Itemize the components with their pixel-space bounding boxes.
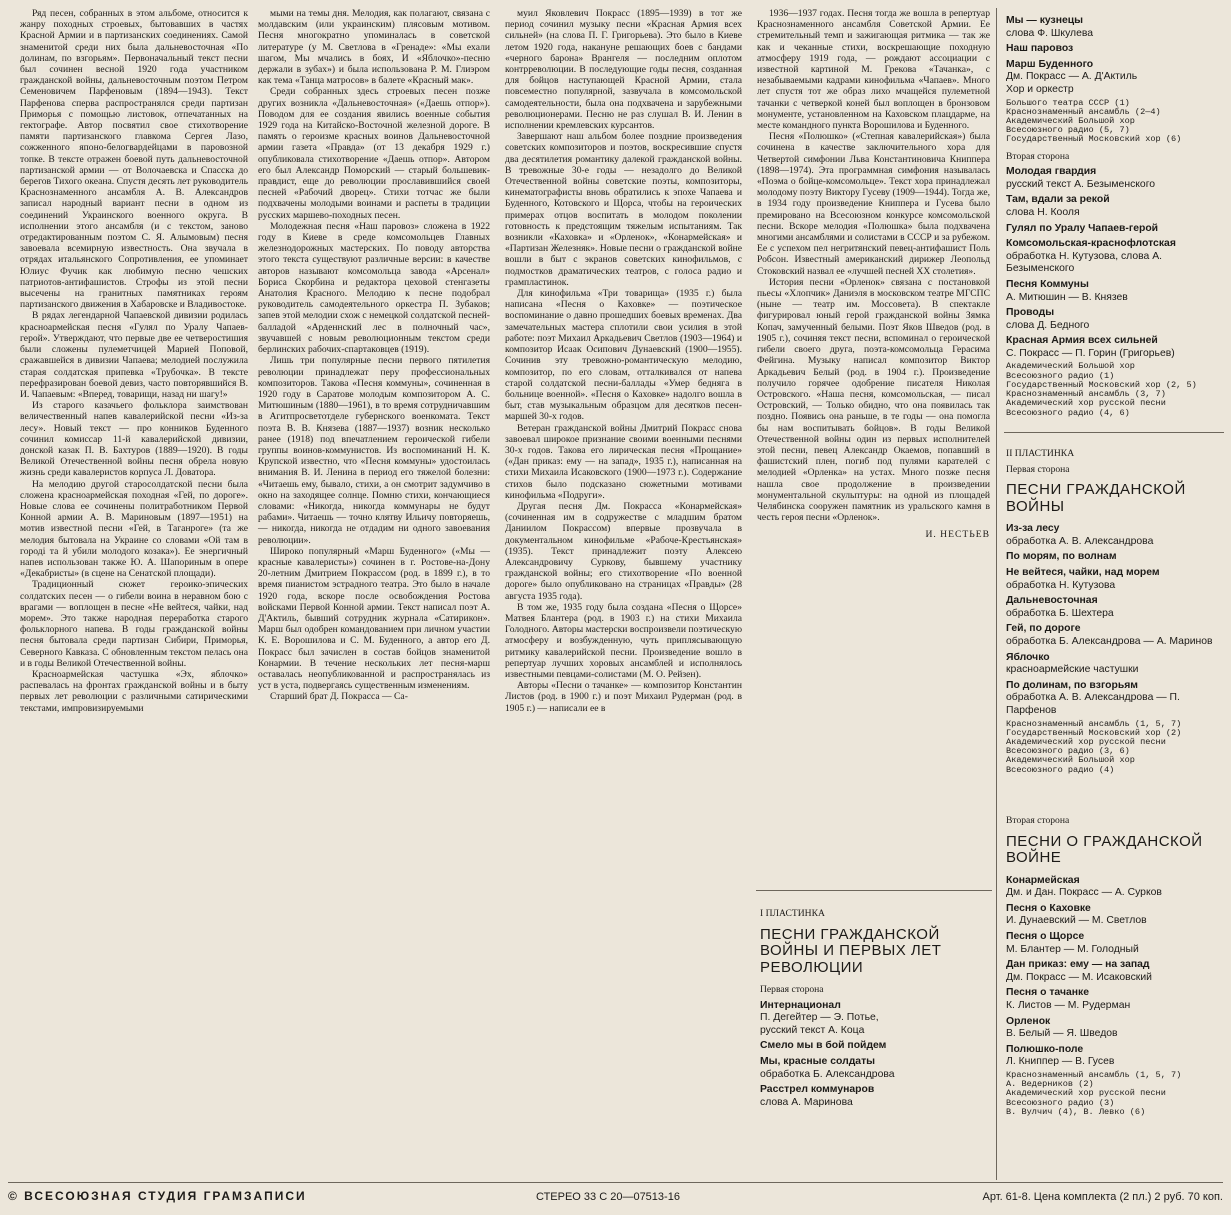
track-credit: Дм. Покрасс — М. Исаковский — [1006, 971, 1152, 983]
disc1-side1-continued — [1006, 12, 1224, 424]
track-title: По морям, по волнам — [1006, 551, 1117, 563]
track-credit: Л. Книппер — В. Гусев — [1006, 1056, 1115, 1068]
essay-paragraph: Среди собранных здесь строевых песен позже других возникла «Дальневосточная» («Даешь отпор»). Поводом для ее создания явились военные события 1929 года на Китайско-Восточной железной дороге. В память о героизме красных воинов Дальневосточной армии газета «Правда» (от 13 декабря 1929 г.) опубликовала стихотворение «Даешь отпор». Автором его был Александр Поморский — старый большевик-правдист, еще до революции прославившийся своей песней «Рабочий дворец». Стихи тотчас же были подхвачены молодыми воинами и распеты в традиции русских маршево-походных песен. — [258, 86, 490, 221]
essay-paragraph: Лишь три популярные песни первого пятилетия революции принадлежат перу профессиональных композиторов. Такова «Песня коммуны», сочиненная в 1920 году в Саратове молодым композитором А. С. Митюшиным (1880—1961), в то время сотрудничавшим в Агитпросветотделе губернского военкомата. Текст поэта В. В. Князева (1887—1937) возник несколько ранее (1918) под впечатлением героической гибели группы воинов-коммунистов. Из воспоминаний Н. К. Крупской известно, что «Песня коммуны» удостоилась внимания В. И. Ленина в период его тяжелой болезни: «Читаешь ему, бывало, стихи, а он смотрит задумчиво в окно на заходящее солнце. Помню стихи, кончающиеся словами: «Никогда, никогда коммунары не будут рабами». Читаешь — точно клятву Ильичу повторяешь, — никогда, никогда не отдадим ни одного завоевания революции». — [258, 355, 490, 546]
track-credit: красноармейские частушки — [1006, 664, 1139, 676]
essay-paragraph: муил Яковлевич Покрасс (1895—1939) в тот же период сочинил музыку песни «Красная Армия всех сильней» (на слова П. Г. Григорьева). Это было в Киеве летом 1920 года, накануне решающих боев с бандами «черного барона» Врангеля — последним оплотом контрреволюции. В последующие годы песня, созданная для бойцов наступающей Красной Армии, стала повсеместно популярной, зазвучала в комсомольской самодеятельности, была она подхвачена и зарубежными революционерами. Песню не раз слушал В. И. Ленин в исполнении кремлевских курсантов. — [505, 8, 742, 132]
track-title: Песня Коммуны — [1006, 278, 1089, 290]
track-credit: слова Н. Кооля — [1006, 206, 1080, 218]
track-title: Комсомольская-краснофлотская — [1006, 238, 1176, 250]
track-credit: слова Ф. Шкулева — [1006, 27, 1094, 39]
essay-paragraph: История песни «Орленок» связана с постановкой пьесы «Хлопчик» Даниэля в московском театре МГСПС (ныне — театр им. Моссовета). В спектакле фигурировал юный герой гражданской войны Зямка Копач, замученный белыми. Поэт Яков Шведов (род. в 1905 г.), сочиняя текст песни, вспоминал о героической гибели своего друга, поэта-комсомольца Герасима Фейгина. Музыку написал композитор Виктор Аркадьевич Белый (род. в 1904 г.). Произведение получило горячее одобрение писателя Николая Островского. «Наша песня, комсомольская, — писал Островский, — Только обидно, что она появилась так поздно. Появись она раньше, в те годы — она помогла бы нам воспитывать бойцов». В годы Великой Отечественной войны один из первых исполнителей этой песни, певец Александр Окаемов, попавший в фашистский плен, погиб под пулями карателей с мелодией «Орленка» на устах. Много позже песня нашла свое продолжение в произведении монументальной скульптуры: на одной из площадей Челябинска сооружен памятник из уральского камня в честь героя песни «Орленок». — [757, 276, 990, 524]
track-title: Орленок — [1006, 1015, 1051, 1027]
disc2-side2-title: ПЕСНИ О ГРАЖДАНСКОЙ ВОЙНЕ — [1006, 832, 1203, 867]
track-title: Молодая гвардия — [1006, 166, 1097, 178]
track-credit: обработка Н. Кутузова — [1006, 579, 1116, 591]
disc2-side1 — [1006, 445, 1224, 781]
essay-column-3 — [505, 8, 742, 1180]
essay-paragraph: Завершают наш альбом более поздние произведения советских композиторов и поэтов, воскресившие спустя два десятилетия романтику далекой гражданской войны. В тревожные 30-е годы — незадолго до Великой Отечественной войны советские поэты, композиторы, кинематографисты вновь обратились к эпохе Чапаева и Буденного, Котовского и Щорса, чтобы на героических примерах отцов воспитать в молодом поколении готовность к предстоящим тяжелым испытаниям. Так возникли «Каховка» и «Орленок», «Конармейская» и «Партизан Железняк». Новые песни о гражданской войне вошли в быт с экранов советских кинофильмов, с подмостков драматических театров, с голоса радио и грампластинок. — [505, 131, 742, 288]
footer — [8, 1186, 1223, 1208]
footer-divider — [8, 1182, 1223, 1183]
track-title: Гулял по Уралу Чапаев-герой — [1006, 222, 1159, 234]
track-title: Гей, по дороге — [1006, 623, 1081, 635]
track-title: Мы, красные солдаты — [760, 1056, 876, 1068]
track-title: Песня о Каховке — [1006, 902, 1091, 914]
track-title: Песня о тачанке — [1006, 987, 1090, 999]
track-credit: обработка Б. Александрова — [760, 1068, 895, 1080]
track-credit: И. Дунаевский — М. Светлов — [1006, 915, 1147, 927]
essay-paragraph: Ветеран гражданской войны Дмитрий Покрасс снова завоевал широкое признание своими военными песнями 30-х годов. Такова его лирическая песня «Прощание» («Дан приказ: ему — на запад», 1935 г.), написанная на стихи Михаила Исаковского (1900—1973 г.). Содержание стихов было подсказано сюжетными мотивами кинофильма «Подруги». — [505, 422, 742, 501]
track-credit: обработка Б. Александрова — А. Маринов — [1006, 635, 1213, 647]
disc2-side2 — [1006, 812, 1224, 1123]
essay-paragraph: Другая песня Дм. Покрасса «Конармейская» (сочиненная им в содружестве с младшим братом Даниилом Покрассом) впервые прозвучала в документальном кинофильме «Рабоче-Крестьянская» (1935). Текст принадлежит поэту Алексею Александровичу Суркову, бывшему участнику гражданской войны; его стихотворение «По военной дороге» было опубликовано на страницах «Правды» (28 августа 1935 года). — [505, 500, 742, 602]
essay-paragraph: Красноармейская частушка «Эх, яблочко» распевалась на фронтах гражданской войны и в быту первых лет революции с различными сатирическими текстами, импровизируемыми — [20, 668, 248, 714]
track-title: Интернационал — [760, 999, 841, 1011]
track-title: Яблочко — [1006, 651, 1050, 663]
track-title: Песня о Щорсе — [1006, 930, 1085, 942]
disc1-title: ПЕСНИ ГРАЖДАНСКОЙ ВОЙНЫ И ПЕРВЫХ ЛЕТ РЕВОЛЮЦИИ — [760, 925, 942, 976]
essay-paragraph: Для кинофильма «Три товарища» (1935 г.) была написана «Песня о Каховке» — поэтическое воспоминание о давно прошедших боевых временах. Два замечательных мастера сплотили свои усилия в этой работе: поэт Михаил Аркадьевич Светлов (1903—1964) и композитор Исаак Осипович Дунаевский (1900—1955). Сочинив эту тревожно-романтическую мелодию, композитор, по его словам, отталкивался от напева старой солдатской песни-баллады «Умер бедняга в больнице военной». «Песня о Каховке» надолго вошла в быт, став музыкальным образцом для десятков песен-маршей 30-х годов. — [505, 288, 742, 423]
essay-column-1 — [20, 8, 248, 1180]
track-credit: обработка А. В. Александрова — [1006, 535, 1154, 547]
essay-column-4-body — [757, 8, 990, 523]
track-credit: Хор и оркестр — [1006, 83, 1074, 95]
essay-column-4 — [757, 8, 990, 888]
price-line: Арт. 61-8. Цена комплекта (2 пл.) 2 руб. 70 коп. — [982, 1191, 1223, 1203]
track-title: Конармейская — [1006, 874, 1080, 886]
disc2-label: II ПЛАСТИНКА — [1006, 448, 1075, 459]
track-credit: К. Листов — М. Рудерман — [1006, 999, 1131, 1011]
track-credit: П. Дегейтер — Э. Потье, — [760, 1012, 879, 1024]
track-title: Полюшко-поле — [1006, 1043, 1084, 1055]
track-title: По долинам, по взгорьям — [1006, 679, 1138, 691]
track-title: Наш паровоз — [1006, 43, 1074, 55]
section-divider — [756, 890, 992, 891]
track-credit: С. Покрасс — П. Горин (Григорьев) — [1006, 347, 1175, 359]
essay-paragraph: Авторы «Песни о тачанке» — композитор Константин Листов (род. в 1900 г.) и поэт Михаил Рудерман (род. в 1905 г.) — написали ее в — [505, 680, 742, 714]
essay-paragraph: мыми на темы дня. Мелодия, как полагают, связана с молдавским (или украинским) плясовым мотивом. Песня многократно упоминалась в советской литературе (у М. Светлова в «Гренаде»: «Мы ехали шагом, Мы мчались в боях, И «Яблочко»-песню держали в зубах») и была использована Р. М. Глиэром как тема «Танца матросов» в балете «Красный мак». — [258, 8, 490, 87]
essay-paragraph: Из старого казачьего фольклора заимствован величественный напев кавалерийской песни «Из-за лесу». Новый текст — про конников Буденного сочинил комиссар 11-й кавалерийской дивизии, донской казак П. В. Бахтуров (1889—1920). В годы Великой Отечественной войны песня обрела новую жизнь среди кавалеристов корпуса Л. Доватора. — [20, 400, 248, 479]
track-title: Марш Буденного — [1006, 58, 1094, 70]
track-credit: русский текст А. Коца — [760, 1024, 865, 1036]
essay-paragraph: Традиционный сюжет героико-эпических солдатских песен — о гибели воина в неравном бою с врагами — воплощен в песне «Не вейтеся, чайки, над морем». Это также народная переработка старого фольклорного напева. В годы гражданской войны песня бытовала среди партизан Сибири, Приморья, Северного Кавказа. С обновленным текстом пелась она и в годы Великой Отечественной войны. — [20, 579, 248, 669]
track-credit: М. Блантер — М. Голодный — [1006, 943, 1139, 955]
section-divider — [1004, 432, 1224, 433]
essay-paragraph: В том же, 1935 году была создана «Песня о Щорсе» Матвея Блантера (род. в 1903 г.) на стихи Михаила Голодного. Авторы мастерски воспроизвели поэтическую атмосферу и возбужденную, чуть приплясывающую ритмику кавалерийской песни. Произведение вошло в репертуар лучших хоровых ансамблей и исполнялось известными певцами-солистами (М. О. Рейзен). — [505, 601, 742, 680]
essay-paragraph: Ряд песен, собранных в этом альбоме, относится к жанру походных строевых, бытовавших в частях Красной Армии и в партизанских соединениях. Самой знаменитой среди них была дальневосточная «По долинам, по взгорьям». Первоначальный текст песни был сочинен весной 1920 года участником гражданской войны, дальневосточным поэтом Петром Семеновичем Парфеновым (1894—1943). Текст Парфенова сперва распространялся среди партизан Приморья с помощью листовок, отпечатанных на гектографе. Автор посвятил свое стихотворение памяти партизанского главкома Сергея Лазо, сожженного японо-белогвардейцами в паровозной топке. В тексте отражен боевой путь дальневосточной партизанской армии — от Волочаевска и Спасска до берегов Тихого океана. Спустя десять лет руководитель Краснознаменного ансамбля А. В. Александров записал народный вариант песни в одном из соединений Украинского военного округа. В исполнении этого ансамбля (и с текстом, заново отредактированным поэтом С. Я. Алымовым) песня завоевала всемирную известность. Она звучала в отрядах итальянского Сопротивления, ее упоминает Юлиус Фучик как любимую песню чешских патриотов-антифашистов. Строфы из этой песни высечены на гранитных памятниках героям партизанского движения в Хабаровске и Владивостоке. — [20, 8, 248, 311]
disc2-side2-label: Вторая сторона — [1006, 815, 1070, 826]
disc1-side2-label: Вторая сторона — [1006, 150, 1070, 162]
disc2-side2-performers: Краснознаменный ансамбль (1, 5, 7) А. Ведерников (2) Академический хор русской песни Всесоюзного радио (3) В. Вулчич (4), В. Левко (6) — [1006, 1069, 1182, 1117]
disc1-side1 — [760, 905, 988, 1109]
track-credit: обработка Б. Шехтера — [1006, 607, 1114, 619]
essay-paragraph: Песня «Полюшко» («Степная кавалерийская») была сочинена в качестве заключительного хора для Четвертой симфонии Льва Константиновича Книппера (1898—1974). Эта программная симфония называлась «Поэма о бойце-комсомольце». Текст хора принадлежал молодому поэту Виктору Гусеву (1909—1944). Тогда же, в 1934 году произведение Книппера и Гусева было премировано на Всесоюзном конкурсе комсомольской песни. Вскоре мелодия «Полюшка» была подхвачена многими ансамблями и солистами в СССР и за рубежом. Ее с успехом пел негритянский певец-антифашист Поль Робсон. Известный американский дирижер Леопольд Стоковский назвал ее «лучшей песней XX столетия». — [757, 131, 990, 277]
essay-signature: И. НЕСТЬЕВ — [925, 529, 990, 541]
track-title: Из-за лесу — [1006, 523, 1060, 535]
track-title: Дан приказ: ему — на запад — [1006, 959, 1150, 971]
track-credit: русский текст А. Безыменского — [1006, 178, 1156, 190]
track-title: Дальневосточная — [1006, 595, 1098, 607]
essay-paragraph: 1936—1937 годах. Песня тогда же вошла в репертуар Краснознаменного ансамбля Советской Армии. Ее стремительный темп и зажигающая ритмика — так же как и чеканные стихи, воскрешающие походную атмосферу 1919 года, — рождают ассоциации с известной картиной М. Грекова «Тачанка», с незабываемыми кадрами кинофильма «Чапаев». Много лет спустя тот же образ лихо мчащейся пулеметной тачанки с четверкой коней был воплощен в бронзовом монументе, установленном на Каховском плацдарме, на месте командного пункта Ворошилова и Буденного. — [757, 8, 990, 132]
track-title: Расстрел коммунаров — [760, 1084, 875, 1096]
track-title: Смело мы в бой пойдем — [760, 1040, 887, 1052]
catalog-number: СТЕРЕО 33 С 20—07513-16 — [536, 1191, 680, 1203]
disc1-side1-performers: Большого театра СССР (1) Краснознаменный ансамбль (2—4) Академический Большой хор Всесоюзного радио (5, 7) Государственный Московский хор (6) — [1006, 97, 1182, 145]
essay-paragraph: Молодежная песня «Наш паровоз» сложена в 1922 году в Киеве в среде комсомольцев Главных железнодорожных мастерских. По поводу авторства этого текста существуют различные версии: в качестве авторов называют комсомольца завода «Арсенал» Бориса Скорбина и редактора цеховой стенгазеты Анатолия Красного. Мелодию к песне подобрал руководитель самодеятельного оркестра П. Зубаков; запев этой мелодии схож с немецкой солдатской песней-балладой «Арденнский лес в полночный час», звучавшей с новым революционным текстом среди берлинских рабочих-спартаковцев (1919). — [258, 220, 490, 356]
studio-credit: © ВСЕСОЮЗНАЯ СТУДИЯ ГРАМЗАПИСИ — [8, 1189, 307, 1203]
track-credit: Дм. Покрасс — А. Д'Актиль — [1006, 71, 1138, 83]
disc2-title: ПЕСНИ ГРАЖДАНСКОЙ ВОЙНЫ — [1006, 481, 1186, 515]
track-credit: Дм. и Дан. Покрасс — А. Сурков — [1006, 887, 1162, 899]
track-title: Не вейтеся, чайки, над морем — [1006, 566, 1160, 578]
track-credit: обработка Н. Кутузова, слова А. Безыменского — [1006, 250, 1163, 275]
track-title: Там, вдали за рекой — [1006, 194, 1110, 206]
track-title: Проводы — [1006, 307, 1055, 319]
track-credit: А. Митюшин — В. Князев — [1006, 291, 1128, 303]
disc2-side1-performers: Краснознаменный ансамбль (1, 5, 7) Государственный Московский хор (2) Академический хор русской песни Всесоюзного радио (3, 6) Академический Большой хор Всесоюзного радио (4) — [1006, 718, 1182, 775]
essay-paragraph: На мелодию другой старосолдатской песни была сложена красноармейская походная «Гей, по дороге». Новые слова ее сочинены политработником Первой Конной армии А. В. Мариновым (1897—1951) на мотив известной песни «Гей, в Таганроге» (та же мелодия бытовала на Украине со словами «Ой там в городі та й убили молодого козака»). Ее энергичный напев использован также Ю. А. Шапориным в опере «Декабристы» (в сцене на Сенатской площади). — [20, 478, 248, 580]
essay-column-2 — [258, 8, 490, 1180]
track-credit: слова А. Маринова — [760, 1096, 853, 1108]
essay-paragraph: Старший брат Д. Покрасса — Са- — [270, 691, 408, 703]
disc1-side1-label: Первая сторона — [760, 984, 824, 996]
disc1-label: I ПЛАСТИНКА — [760, 908, 825, 919]
disc2-side1-label: Первая сторона — [1006, 463, 1070, 475]
essay-paragraph: Широко популярный «Марш Буденного» («Мы — красные кавалеристы») сочинен в г. Ростове-на-Дону 20-летним Дмитрием Покрассом (род. в 1899 г.), в то время пианистом эстрадного театра. Это было в начале 1920 года, вскоре после освобождения Ростова войсками Первой Конной армии. Текст написал поэт А. Д'Актиль, бывший сотрудник журнала «Сатирикон». Марш был одобрен командованием при личном участии К. Е. Ворошилова и С. М. Буденного, а автор его Д. Покрасс был зачислен в состав бойцов знаменитой Конармии. В течение нескольких лет песня-марш оставалась неопубликованной и распространялась из уст в уста, подвергаясь существенным изменениям. — [258, 545, 490, 692]
track-title: Красная Армия всех сильней — [1006, 335, 1158, 347]
track-credit: обработка А. В. Александрова — П. Парфенов — [1006, 692, 1180, 716]
track-title: Мы — кузнецы — [1006, 15, 1084, 26]
column-divider — [996, 8, 997, 1180]
track-credit: В. Белый — Я. Шведов — [1006, 1028, 1118, 1040]
track-credit: слова Д. Бедного — [1006, 319, 1090, 331]
disc1-side2-performers: Академический Большой хор Всесоюзного радио (1) Государственный Московский хор (2, 5) Краснознаменный ансамбль (3, 7) Академический хор русской песни Всесоюзного радио (4, 6) — [1006, 361, 1197, 418]
essay-paragraph: В рядах легендарной Чапаевской дивизии родилась красноармейская песня «Гулял по Уралу Чапаев-герой». Утверждают, что первые две ее четверостишия были сложены пулеметчицей Марией Поповой, сражавшейся в дивизии Чапаева; мелодией послужила старая солдатская припевка «Трубочка». В тексте перефразирован боевой девиз, часто повторявшийся В. И. Чапаевым: «Вперед, товарищи, назад ни шагу!» — [20, 310, 248, 400]
